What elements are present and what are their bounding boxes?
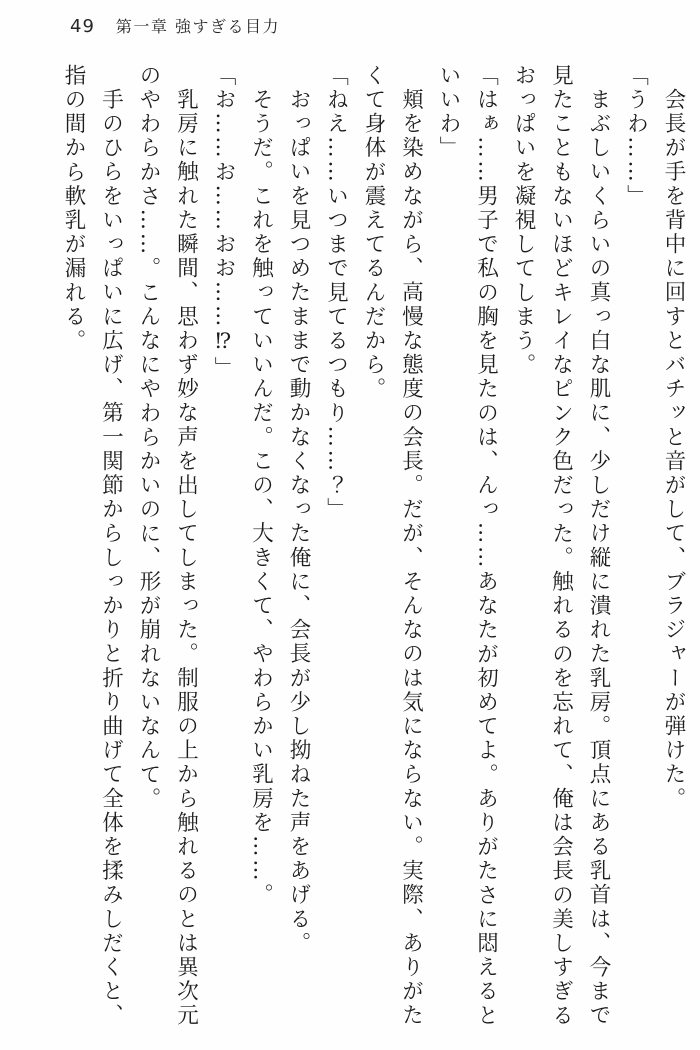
- paragraph: 会長が手を背中に回すとバチッと音がして、ブラジャーが弾けた。: [661, 88, 686, 811]
- page-number: 49: [70, 16, 95, 37]
- paragraph: そうだ。これを触っていいんだ。この、大きくて、やわらかい乳房を……。: [248, 88, 274, 908]
- paragraph: 「はぁ……男子で私の胸を見たのは、んっ……あなたが初めてよ。ありがたさに悶えるといいわ」: [436, 64, 499, 1028]
- paragraph: 乳房に触れた瞬間、思わず妙な声を出してしまった。制服の上から触れるのとは異次元のやわらかさ……。こんなにやわらかいのに、形が崩れないなんて。: [136, 64, 199, 1028]
- paragraph: 手のひらをいっぱいに広げ、第一関節からしっかりと折り曲げて全体を揉みしだくと、指の間から軟乳が漏れる。: [61, 64, 124, 1028]
- paragraph: まぶしいくらいの真っ白な肌に、少しだけ縦に潰れた乳房。頂点にある乳首は、今まで見たこともないほどキレイなピンク色だった。触れるのを忘れて、俺は会長の美しすぎるおっぱいを凝視してしまう。: [511, 64, 611, 1028]
- paragraph: おっぱいを見つめたままで動かなくなった俺に、会長が少し拗ねた声をあげる。: [286, 88, 311, 956]
- chapter-title: 第一章 強すぎる目力: [115, 17, 280, 36]
- paragraph: 「うわ……」: [623, 64, 649, 209]
- paragraph: 「お……お……おお……⁉」: [211, 64, 236, 381]
- paragraph: 「ねえ……いつまで見てるつもり……？」: [323, 64, 349, 522]
- running-header: [70, 14, 280, 37]
- paragraph: 頬を染めながら、高慢な態度の会長。だが、そんなのは気にならない。実際、ありがたくて身体が震えてるんだから。: [361, 64, 424, 1028]
- novel-text: [54, 64, 692, 1032]
